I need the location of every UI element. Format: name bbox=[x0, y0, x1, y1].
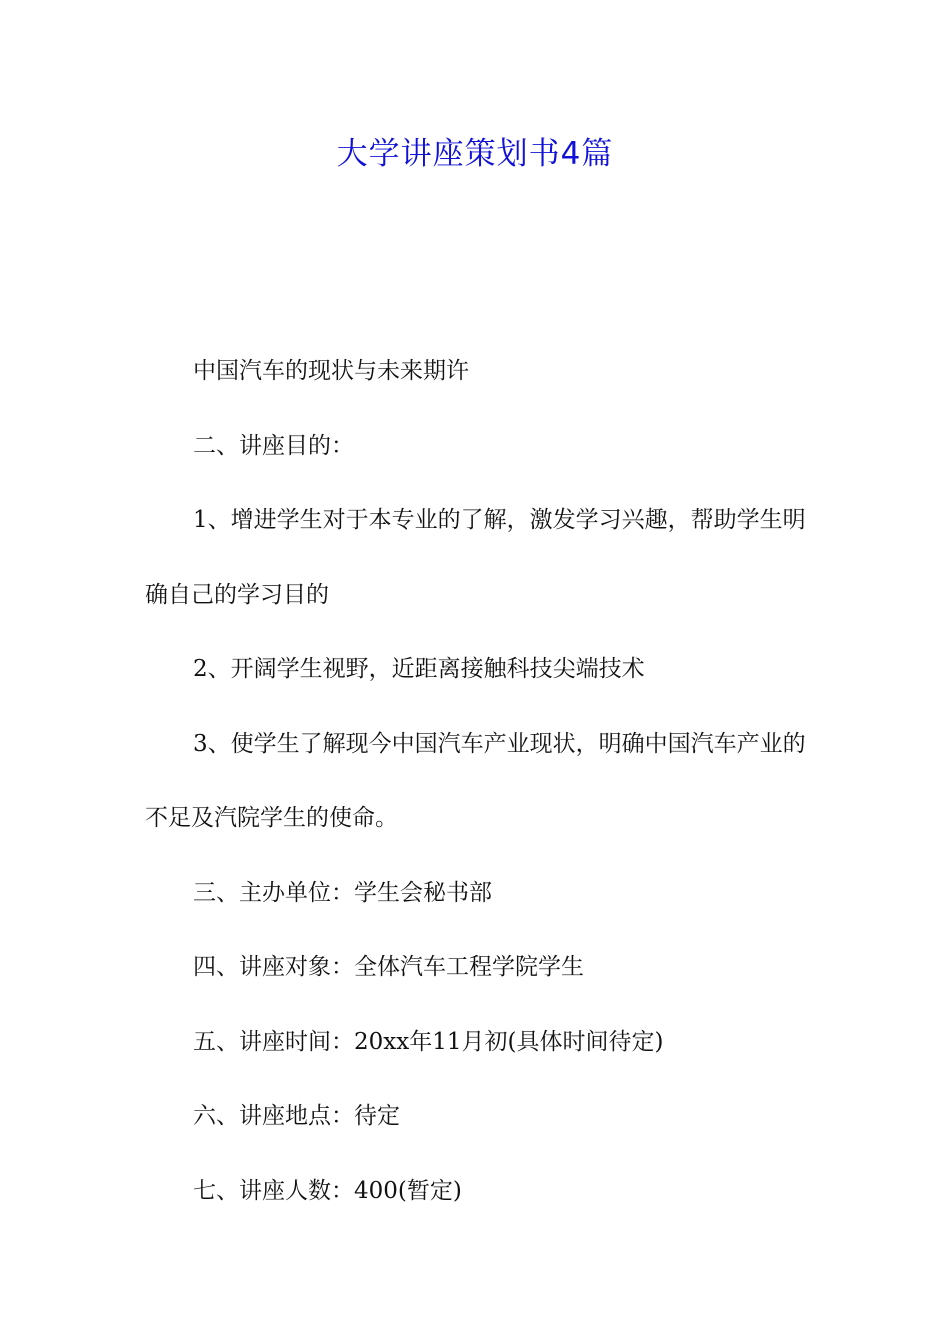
paragraph-attendance: 七、讲座人数：400(暂定) bbox=[193, 1177, 462, 1204]
document-body bbox=[145, 334, 810, 1228]
paragraph-audience: 四、讲座对象：全体汽车工程学院学生 bbox=[193, 954, 584, 980]
paragraph-organizer: 三、主办单位：学生会秘书部 bbox=[193, 879, 492, 906]
paragraph-purpose-3: 3、使学生了解现今中国汽车产业现状，明确中国汽车产业的不足及汽院学生的使命。 bbox=[145, 730, 806, 831]
paragraph-purpose-2: 2、开阔学生视野，近距离接触科技尖端技术 bbox=[193, 656, 645, 682]
paragraph-time: 五、讲座时间：20xx年11月初(具体时间待定) bbox=[193, 1028, 664, 1055]
paragraph-topic: 中国汽车的现状与未来期许 bbox=[193, 358, 469, 384]
paragraph-purpose-heading: 二、讲座目的： bbox=[193, 432, 354, 459]
paragraph-purpose-1: 1、增进学生对于本专业的了解，激发学习兴趣，帮助学生明确自己的学习目的 bbox=[145, 507, 806, 608]
paragraph-location: 六、讲座地点：待定 bbox=[193, 1103, 400, 1129]
document-title: 大学讲座策划书4篇 bbox=[336, 136, 614, 172]
